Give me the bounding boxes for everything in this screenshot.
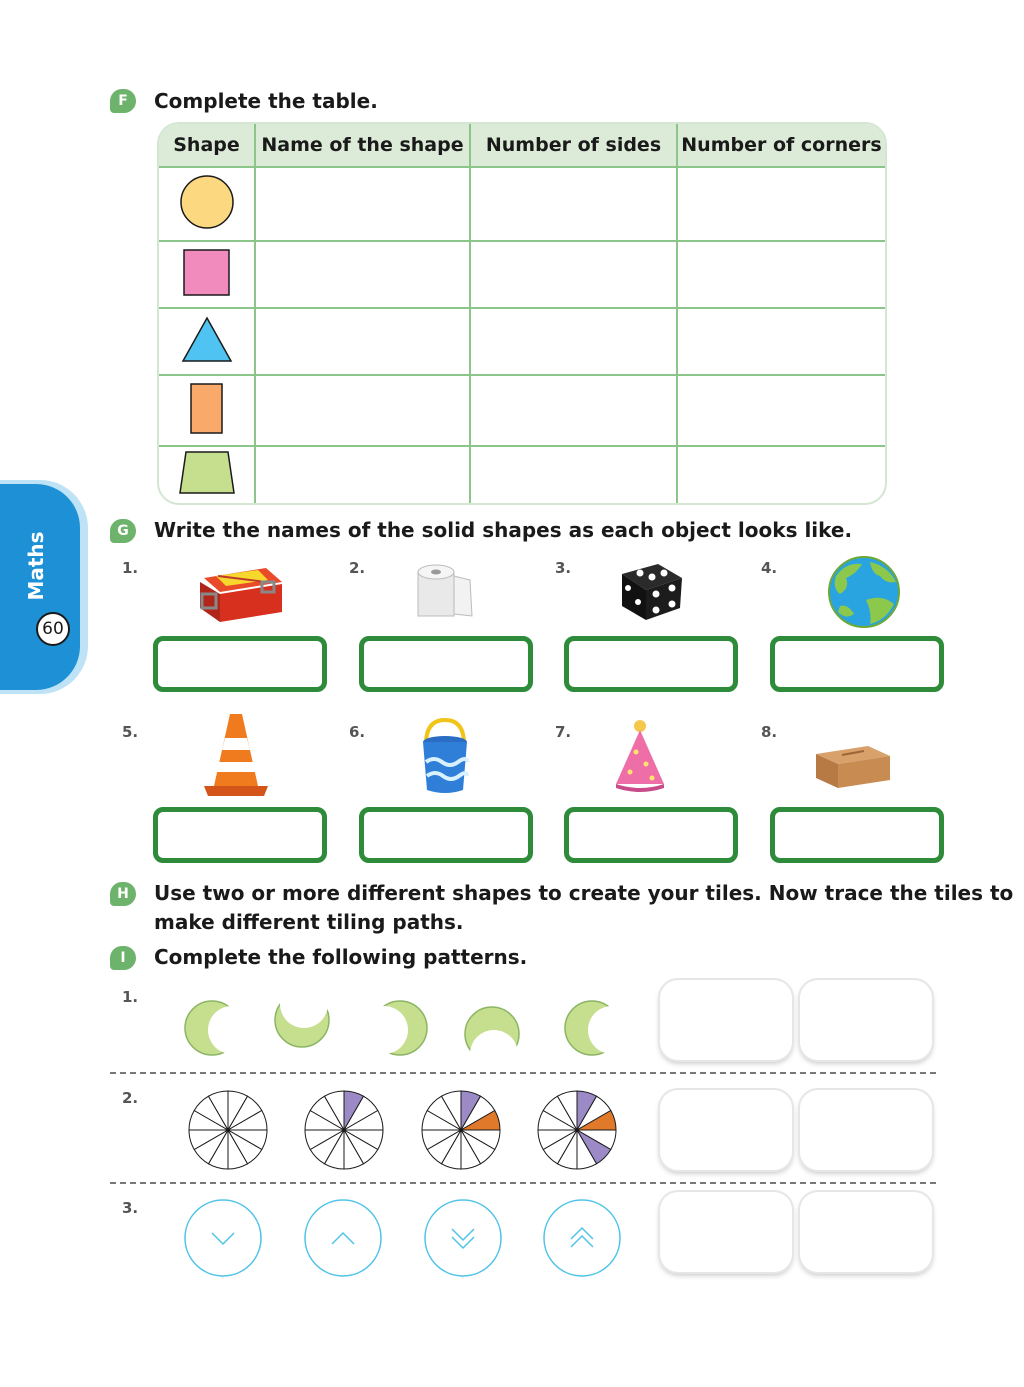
item-number: 8. <box>761 723 778 741</box>
answer-box-1[interactable] <box>153 636 327 692</box>
header-sides: Number of sides <box>471 124 678 166</box>
party-hat-image <box>610 718 670 794</box>
sides-answer-cell[interactable] <box>471 445 678 503</box>
name-answer-cell[interactable] <box>256 445 471 503</box>
pattern-2-blank-2[interactable] <box>800 1090 932 1170</box>
divider <box>110 1072 936 1074</box>
header-corners: Number of corners <box>678 124 885 166</box>
pattern-1-blank-1[interactable] <box>660 980 792 1060</box>
table-row <box>159 166 885 240</box>
item-number: 5. <box>122 723 139 741</box>
item-number: 6. <box>349 723 366 741</box>
shape-cell <box>159 307 256 374</box>
header-shape: Shape <box>159 124 256 166</box>
pie-pattern <box>180 1086 630 1176</box>
chevron-pattern <box>180 1198 630 1282</box>
paint-bucket-image <box>416 716 474 796</box>
section-f-title: Complete the table. <box>154 89 378 113</box>
corners-answer-cell[interactable] <box>678 307 885 374</box>
crescent-shape <box>373 1001 427 1055</box>
pattern-number: 2. <box>122 1089 139 1107</box>
pattern-number: 3. <box>122 1199 139 1217</box>
name-answer-cell[interactable] <box>256 374 471 445</box>
traffic-cone-image <box>200 710 272 798</box>
pie-circle <box>422 1091 500 1169</box>
chevron-circle <box>544 1200 620 1276</box>
lunch-box-image <box>196 560 286 626</box>
section-h-text-line-1: Use two or more different shapes to create your tiles. Now trace the tiles to <box>154 881 1014 905</box>
shape-cell <box>159 240 256 307</box>
header-name: Name of the shape <box>256 124 471 166</box>
answer-box-4[interactable] <box>770 636 944 692</box>
name-answer-cell[interactable] <box>256 307 471 374</box>
pattern-number: 1. <box>122 988 139 1006</box>
table-row <box>159 240 885 307</box>
item-number: 1. <box>122 559 139 577</box>
page-number: 60 <box>36 612 70 646</box>
table-header-row <box>159 124 885 166</box>
globe-image <box>826 554 902 630</box>
section-g-title: Write the names of the solid shapes as each object looks like. <box>154 518 853 542</box>
divider <box>110 1182 936 1184</box>
trapezium-shape <box>177 449 237 497</box>
triangle-shape <box>180 315 234 365</box>
pattern-3-blank-1[interactable] <box>660 1192 792 1272</box>
item-number: 4. <box>761 559 778 577</box>
crescent-shape <box>275 996 329 1047</box>
section-i-title: Complete the following patterns. <box>154 945 528 969</box>
chevron-circle <box>185 1200 261 1276</box>
tissue-roll-image <box>412 558 476 620</box>
item-number: 7. <box>555 723 572 741</box>
sides-answer-cell[interactable] <box>471 240 678 307</box>
pattern-3-blank-2[interactable] <box>800 1192 932 1272</box>
name-answer-cell[interactable] <box>256 240 471 307</box>
corners-answer-cell[interactable] <box>678 374 885 445</box>
pie-circle <box>305 1091 383 1169</box>
item-number: 2. <box>349 559 366 577</box>
shape-cell <box>159 166 256 240</box>
pie-circle <box>538 1091 616 1169</box>
corners-answer-cell[interactable] <box>678 166 885 240</box>
item-number: 3. <box>555 559 572 577</box>
table-row <box>159 374 885 445</box>
section-f-badge: F <box>110 89 136 113</box>
sides-answer-cell[interactable] <box>471 166 678 240</box>
sides-answer-cell[interactable] <box>471 307 678 374</box>
chevron-circle <box>305 1200 381 1276</box>
shape-cell <box>159 374 256 445</box>
answer-box-2[interactable] <box>359 636 533 692</box>
crescent-pattern <box>180 996 630 1060</box>
corners-answer-cell[interactable] <box>678 445 885 503</box>
section-i-badge: I <box>110 946 136 970</box>
answer-box-6[interactable] <box>359 807 533 863</box>
dice-image <box>618 560 684 622</box>
crescent-shape <box>465 1007 519 1060</box>
side-tab <box>0 480 88 694</box>
table-row <box>159 307 885 374</box>
table-row <box>159 445 885 503</box>
square-shape <box>182 248 232 298</box>
cardboard-box-image <box>812 742 894 790</box>
answer-box-3[interactable] <box>564 636 738 692</box>
shape-cell <box>159 445 256 503</box>
section-h-badge: H <box>110 882 136 906</box>
answer-box-5[interactable] <box>153 807 327 863</box>
section-g-badge: G <box>110 519 136 543</box>
pattern-2-blank-1[interactable] <box>660 1090 792 1170</box>
answer-box-7[interactable] <box>564 807 738 863</box>
pie-circle <box>189 1091 267 1169</box>
crescent-shape <box>565 1001 619 1055</box>
pattern-1-blank-2[interactable] <box>800 980 932 1060</box>
name-answer-cell[interactable] <box>256 166 471 240</box>
section-h-text-line-2: make different tiling paths. <box>154 910 464 934</box>
corners-answer-cell[interactable] <box>678 240 885 307</box>
sides-answer-cell[interactable] <box>471 374 678 445</box>
rectangle-shape <box>189 382 225 436</box>
shapes-table <box>157 122 887 505</box>
chevron-circle <box>425 1200 501 1276</box>
answer-box-8[interactable] <box>770 807 944 863</box>
circle-shape <box>177 172 237 232</box>
subject-label: Maths <box>24 531 48 601</box>
crescent-shape <box>185 1001 239 1055</box>
